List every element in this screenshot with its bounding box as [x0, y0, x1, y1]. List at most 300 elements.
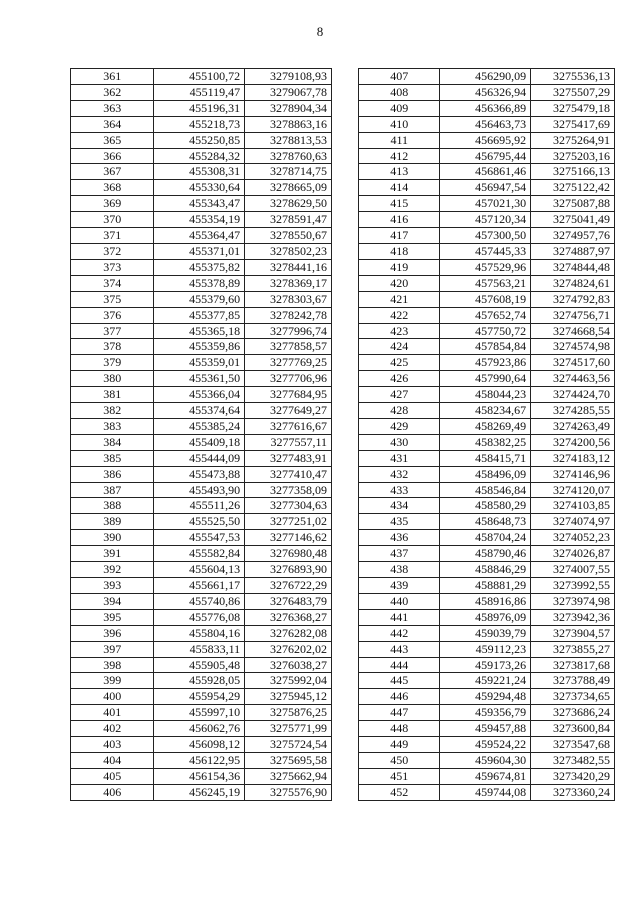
y-coordinate-cell: 3278904,34: [245, 100, 332, 116]
table-row: [71, 609, 332, 625]
table-row: [359, 593, 615, 609]
point-number-cell: 387: [71, 482, 154, 498]
x-coordinate-cell: 455250,85: [154, 132, 245, 148]
y-coordinate-cell: 3278665,09: [245, 180, 332, 196]
table-row: [359, 69, 615, 85]
table-row: [71, 641, 332, 657]
table-row: [359, 689, 615, 705]
x-coordinate-cell: 459173,26: [440, 657, 531, 673]
point-number-cell: 383: [71, 418, 154, 434]
table-row: [359, 243, 615, 259]
x-coordinate-cell: 455525,50: [154, 514, 245, 530]
point-number-cell: 375: [71, 291, 154, 307]
point-number-cell: 413: [359, 164, 440, 180]
y-coordinate-cell: 3274756,71: [531, 307, 615, 323]
point-number-cell: 435: [359, 514, 440, 530]
x-coordinate-cell: 458580,29: [440, 498, 531, 514]
x-coordinate-cell: 455359,86: [154, 339, 245, 355]
point-number-cell: 437: [359, 546, 440, 562]
y-coordinate-cell: 3275771,99: [245, 721, 332, 737]
point-number-cell: 398: [71, 657, 154, 673]
table-row: [71, 498, 332, 514]
point-number-cell: 447: [359, 705, 440, 721]
point-number-cell: 388: [71, 498, 154, 514]
x-coordinate-cell: 457854,84: [440, 339, 531, 355]
point-number-cell: 410: [359, 116, 440, 132]
x-coordinate-cell: 457563,21: [440, 275, 531, 291]
x-coordinate-cell: 456062,76: [154, 721, 245, 737]
x-coordinate-cell: 457990,64: [440, 371, 531, 387]
x-coordinate-cell: 455330,64: [154, 180, 245, 196]
x-coordinate-cell: 458976,09: [440, 609, 531, 625]
point-number-cell: 400: [71, 689, 154, 705]
table-row: [71, 403, 332, 419]
x-coordinate-cell: 459294,48: [440, 689, 531, 705]
y-coordinate-cell: 3277769,25: [245, 355, 332, 371]
x-coordinate-cell: 456861,46: [440, 164, 531, 180]
point-number-cell: 418: [359, 243, 440, 259]
point-number-cell: 361: [71, 69, 154, 85]
y-coordinate-cell: 3277616,67: [245, 418, 332, 434]
point-number-cell: 366: [71, 148, 154, 164]
x-coordinate-cell: 458648,73: [440, 514, 531, 530]
table-row: [359, 578, 615, 594]
y-coordinate-cell: 3274200,56: [531, 434, 615, 450]
table-row: [359, 466, 615, 482]
coordinates-table-right: [358, 68, 615, 801]
table-row: [359, 514, 615, 530]
table-row: [359, 259, 615, 275]
y-coordinate-cell: 3273686,24: [531, 705, 615, 721]
table-row: [71, 164, 332, 180]
y-coordinate-cell: 3277706,96: [245, 371, 332, 387]
x-coordinate-cell: 456366,89: [440, 100, 531, 116]
y-coordinate-cell: 3275507,29: [531, 84, 615, 100]
table-row: [71, 434, 332, 450]
table-row: [71, 721, 332, 737]
table-row: [359, 530, 615, 546]
x-coordinate-cell: 457529,96: [440, 259, 531, 275]
x-coordinate-cell: 455661,17: [154, 578, 245, 594]
x-coordinate-cell: 459039,79: [440, 625, 531, 641]
table-row: [359, 673, 615, 689]
y-coordinate-cell: 3273855,27: [531, 641, 615, 657]
table-row: [71, 387, 332, 403]
y-coordinate-cell: 3274844,48: [531, 259, 615, 275]
y-coordinate-cell: 3277358,09: [245, 482, 332, 498]
x-coordinate-cell: 455378,89: [154, 275, 245, 291]
point-number-cell: 423: [359, 323, 440, 339]
point-number-cell: 431: [359, 450, 440, 466]
y-coordinate-cell: 3275479,18: [531, 100, 615, 116]
table-row: [359, 100, 615, 116]
table-row: [71, 705, 332, 721]
y-coordinate-cell: 3273992,55: [531, 578, 615, 594]
point-number-cell: 390: [71, 530, 154, 546]
x-coordinate-cell: 457608,19: [440, 291, 531, 307]
y-coordinate-cell: 3278303,67: [245, 291, 332, 307]
point-number-cell: 381: [71, 387, 154, 403]
x-coordinate-cell: 457120,34: [440, 212, 531, 228]
x-coordinate-cell: 458496,09: [440, 466, 531, 482]
point-number-cell: 401: [71, 705, 154, 721]
x-coordinate-cell: 455377,85: [154, 307, 245, 323]
point-number-cell: 368: [71, 180, 154, 196]
point-number-cell: 426: [359, 371, 440, 387]
y-coordinate-cell: 3274285,55: [531, 403, 615, 419]
table-row: [71, 752, 332, 768]
y-coordinate-cell: 3273942,36: [531, 609, 615, 625]
point-number-cell: 377: [71, 323, 154, 339]
x-coordinate-cell: 455361,50: [154, 371, 245, 387]
table-row: [71, 84, 332, 100]
point-number-cell: 448: [359, 721, 440, 737]
table-row: [71, 148, 332, 164]
point-number-cell: 440: [359, 593, 440, 609]
point-number-cell: 362: [71, 84, 154, 100]
table-row: [359, 434, 615, 450]
table-row: [359, 562, 615, 578]
y-coordinate-cell: 3275264,91: [531, 132, 615, 148]
table-row: [359, 737, 615, 753]
y-coordinate-cell: 3275122,42: [531, 180, 615, 196]
point-number-cell: 406: [71, 784, 154, 800]
x-coordinate-cell: 456795,44: [440, 148, 531, 164]
point-number-cell: 451: [359, 768, 440, 784]
y-coordinate-cell: 3277304,63: [245, 498, 332, 514]
point-number-cell: 450: [359, 752, 440, 768]
table-row: [71, 228, 332, 244]
y-coordinate-cell: 3276722,29: [245, 578, 332, 594]
point-number-cell: 442: [359, 625, 440, 641]
point-number-cell: 370: [71, 212, 154, 228]
point-number-cell: 409: [359, 100, 440, 116]
table-row: [359, 339, 615, 355]
point-number-cell: 420: [359, 275, 440, 291]
table-row: [359, 387, 615, 403]
table-row: [359, 371, 615, 387]
point-number-cell: 411: [359, 132, 440, 148]
point-number-cell: 452: [359, 784, 440, 800]
y-coordinate-cell: 3274263,49: [531, 418, 615, 434]
table-row: [359, 323, 615, 339]
x-coordinate-cell: 459674,81: [440, 768, 531, 784]
y-coordinate-cell: 3278441,16: [245, 259, 332, 275]
x-coordinate-cell: 455371,01: [154, 243, 245, 259]
table-row: [359, 752, 615, 768]
x-coordinate-cell: 459457,88: [440, 721, 531, 737]
point-number-cell: 416: [359, 212, 440, 228]
y-coordinate-cell: 3276893,90: [245, 562, 332, 578]
point-number-cell: 415: [359, 196, 440, 212]
x-coordinate-cell: 457750,72: [440, 323, 531, 339]
table-row: [71, 355, 332, 371]
table-row: [359, 403, 615, 419]
table-row: [71, 323, 332, 339]
y-coordinate-cell: 3277684,95: [245, 387, 332, 403]
y-coordinate-cell: 3275087,88: [531, 196, 615, 212]
x-coordinate-cell: 455365,18: [154, 323, 245, 339]
y-coordinate-cell: 3275417,69: [531, 116, 615, 132]
y-coordinate-cell: 3278629,50: [245, 196, 332, 212]
y-coordinate-cell: 3276038,27: [245, 657, 332, 673]
y-coordinate-cell: 3277251,02: [245, 514, 332, 530]
x-coordinate-cell: 455364,47: [154, 228, 245, 244]
coordinates-table-left: [70, 68, 332, 801]
y-coordinate-cell: 3278760,63: [245, 148, 332, 164]
table-row: [359, 291, 615, 307]
x-coordinate-cell: 455409,18: [154, 434, 245, 450]
table-row: [71, 625, 332, 641]
y-coordinate-cell: 3275203,16: [531, 148, 615, 164]
point-number-cell: 378: [71, 339, 154, 355]
point-number-cell: 429: [359, 418, 440, 434]
point-number-cell: 385: [71, 450, 154, 466]
y-coordinate-cell: 3274463,56: [531, 371, 615, 387]
y-coordinate-cell: 3276202,02: [245, 641, 332, 657]
table-row: [71, 291, 332, 307]
x-coordinate-cell: 457445,33: [440, 243, 531, 259]
table-row: [71, 371, 332, 387]
x-coordinate-cell: 455366,04: [154, 387, 245, 403]
point-number-cell: 424: [359, 339, 440, 355]
x-coordinate-cell: 459221,24: [440, 673, 531, 689]
y-coordinate-cell: 3273547,68: [531, 737, 615, 753]
y-coordinate-cell: 3275041,49: [531, 212, 615, 228]
point-number-cell: 373: [71, 259, 154, 275]
x-coordinate-cell: 455100,72: [154, 69, 245, 85]
x-coordinate-cell: 455218,73: [154, 116, 245, 132]
x-coordinate-cell: 456947,54: [440, 180, 531, 196]
table-row: [71, 562, 332, 578]
point-number-cell: 445: [359, 673, 440, 689]
y-coordinate-cell: 3273360,24: [531, 784, 615, 800]
point-number-cell: 434: [359, 498, 440, 514]
point-number-cell: 364: [71, 116, 154, 132]
x-coordinate-cell: 455284,32: [154, 148, 245, 164]
y-coordinate-cell: 3275945,12: [245, 689, 332, 705]
y-coordinate-cell: 3277410,47: [245, 466, 332, 482]
x-coordinate-cell: 455833,11: [154, 641, 245, 657]
y-coordinate-cell: 3279067,78: [245, 84, 332, 100]
table-row: [359, 116, 615, 132]
x-coordinate-cell: 455444,09: [154, 450, 245, 466]
point-number-cell: 403: [71, 737, 154, 753]
y-coordinate-cell: 3275695,58: [245, 752, 332, 768]
x-coordinate-cell: 455804,16: [154, 625, 245, 641]
y-coordinate-cell: 3274074,97: [531, 514, 615, 530]
x-coordinate-cell: 455604,13: [154, 562, 245, 578]
point-number-cell: 407: [359, 69, 440, 85]
point-number-cell: 439: [359, 578, 440, 594]
y-coordinate-cell: 3273904,57: [531, 625, 615, 641]
table-row: [359, 148, 615, 164]
table-row: [359, 418, 615, 434]
table-row: [359, 546, 615, 562]
table-row: [359, 482, 615, 498]
table-row: [71, 307, 332, 323]
y-coordinate-cell: 3275992,04: [245, 673, 332, 689]
y-coordinate-cell: 3273817,68: [531, 657, 615, 673]
x-coordinate-cell: 458881,29: [440, 578, 531, 594]
point-number-cell: 404: [71, 752, 154, 768]
table-row: [71, 593, 332, 609]
point-number-cell: 386: [71, 466, 154, 482]
y-coordinate-cell: 3276282,08: [245, 625, 332, 641]
x-coordinate-cell: 455375,82: [154, 259, 245, 275]
x-coordinate-cell: 455379,60: [154, 291, 245, 307]
x-coordinate-cell: 455997,10: [154, 705, 245, 721]
x-coordinate-cell: 457652,74: [440, 307, 531, 323]
y-coordinate-cell: 3278714,75: [245, 164, 332, 180]
point-number-cell: 389: [71, 514, 154, 530]
y-coordinate-cell: 3278591,47: [245, 212, 332, 228]
table-row: [71, 466, 332, 482]
x-coordinate-cell: 457021,30: [440, 196, 531, 212]
point-number-cell: 436: [359, 530, 440, 546]
x-coordinate-cell: 455343,47: [154, 196, 245, 212]
y-coordinate-cell: 3278502,23: [245, 243, 332, 259]
x-coordinate-cell: 455119,47: [154, 84, 245, 100]
point-number-cell: 371: [71, 228, 154, 244]
x-coordinate-cell: 459604,30: [440, 752, 531, 768]
y-coordinate-cell: 3275166,13: [531, 164, 615, 180]
x-coordinate-cell: 455196,31: [154, 100, 245, 116]
x-coordinate-cell: 456245,19: [154, 784, 245, 800]
table-row: [359, 705, 615, 721]
y-coordinate-cell: 3274026,87: [531, 546, 615, 562]
point-number-cell: 391: [71, 546, 154, 562]
point-number-cell: 372: [71, 243, 154, 259]
y-coordinate-cell: 3273482,55: [531, 752, 615, 768]
x-coordinate-cell: 456326,94: [440, 84, 531, 100]
x-coordinate-cell: 458546,84: [440, 482, 531, 498]
table-row: [359, 228, 615, 244]
point-number-cell: 444: [359, 657, 440, 673]
x-coordinate-cell: 455905,48: [154, 657, 245, 673]
y-coordinate-cell: 3274517,60: [531, 355, 615, 371]
table-row: [71, 243, 332, 259]
y-coordinate-cell: 3273788,49: [531, 673, 615, 689]
point-number-cell: 405: [71, 768, 154, 784]
x-coordinate-cell: 456463,73: [440, 116, 531, 132]
point-number-cell: 414: [359, 180, 440, 196]
y-coordinate-cell: 3275724,54: [245, 737, 332, 753]
point-number-cell: 417: [359, 228, 440, 244]
point-number-cell: 399: [71, 673, 154, 689]
y-coordinate-cell: 3274007,55: [531, 562, 615, 578]
x-coordinate-cell: 455954,29: [154, 689, 245, 705]
x-coordinate-cell: 458415,71: [440, 450, 531, 466]
table-row: [359, 84, 615, 100]
table-row: [359, 180, 615, 196]
table-row: [359, 164, 615, 180]
x-coordinate-cell: 458846,29: [440, 562, 531, 578]
point-number-cell: 374: [71, 275, 154, 291]
table-row: [71, 784, 332, 800]
point-number-cell: 365: [71, 132, 154, 148]
table-row: [71, 689, 332, 705]
point-number-cell: 412: [359, 148, 440, 164]
x-coordinate-cell: 455582,84: [154, 546, 245, 562]
x-coordinate-cell: 455493,90: [154, 482, 245, 498]
x-coordinate-cell: 458269,49: [440, 418, 531, 434]
x-coordinate-cell: 459524,22: [440, 737, 531, 753]
point-number-cell: 369: [71, 196, 154, 212]
y-coordinate-cell: 3279108,93: [245, 69, 332, 85]
table-row: [71, 132, 332, 148]
table-row: [359, 721, 615, 737]
point-number-cell: 427: [359, 387, 440, 403]
x-coordinate-cell: 455308,31: [154, 164, 245, 180]
point-number-cell: 449: [359, 737, 440, 753]
point-number-cell: 394: [71, 593, 154, 609]
table-row: [359, 641, 615, 657]
x-coordinate-cell: 455547,53: [154, 530, 245, 546]
y-coordinate-cell: 3273420,29: [531, 768, 615, 784]
table-row: [359, 212, 615, 228]
x-coordinate-cell: 458234,67: [440, 403, 531, 419]
y-coordinate-cell: 3274146,96: [531, 466, 615, 482]
table-row: [71, 578, 332, 594]
y-coordinate-cell: 3274574,98: [531, 339, 615, 355]
y-coordinate-cell: 3273974,98: [531, 593, 615, 609]
y-coordinate-cell: 3278242,78: [245, 307, 332, 323]
table-row: [71, 116, 332, 132]
y-coordinate-cell: 3278813,53: [245, 132, 332, 148]
table-row: [71, 673, 332, 689]
table-row: [71, 100, 332, 116]
x-coordinate-cell: 459112,23: [440, 641, 531, 657]
x-coordinate-cell: 457923,86: [440, 355, 531, 371]
point-number-cell: 392: [71, 562, 154, 578]
x-coordinate-cell: 455359,01: [154, 355, 245, 371]
x-coordinate-cell: 456154,36: [154, 768, 245, 784]
table-row: [71, 768, 332, 784]
x-coordinate-cell: 459356,79: [440, 705, 531, 721]
y-coordinate-cell: 3278369,17: [245, 275, 332, 291]
y-coordinate-cell: 3275576,90: [245, 784, 332, 800]
x-coordinate-cell: 455473,88: [154, 466, 245, 482]
table-row: [71, 69, 332, 85]
x-coordinate-cell: 456290,09: [440, 69, 531, 85]
table-row: [359, 275, 615, 291]
y-coordinate-cell: 3273600,84: [531, 721, 615, 737]
table-row: [359, 784, 615, 800]
y-coordinate-cell: 3274957,76: [531, 228, 615, 244]
point-number-cell: 443: [359, 641, 440, 657]
x-coordinate-cell: 456098,12: [154, 737, 245, 753]
point-number-cell: 363: [71, 100, 154, 116]
page-number: 8: [316, 24, 324, 39]
y-coordinate-cell: 3277483,91: [245, 450, 332, 466]
x-coordinate-cell: 455374,64: [154, 403, 245, 419]
y-coordinate-cell: 3278550,67: [245, 228, 332, 244]
x-coordinate-cell: 456122,95: [154, 752, 245, 768]
table-row: [359, 196, 615, 212]
y-coordinate-cell: 3277557,11: [245, 434, 332, 450]
y-coordinate-cell: 3276483,79: [245, 593, 332, 609]
table-row: [71, 514, 332, 530]
y-coordinate-cell: 3274887,97: [531, 243, 615, 259]
point-number-cell: 425: [359, 355, 440, 371]
y-coordinate-cell: 3273734,65: [531, 689, 615, 705]
x-coordinate-cell: 458044,23: [440, 387, 531, 403]
y-coordinate-cell: 3274052,23: [531, 530, 615, 546]
y-coordinate-cell: 3274792,83: [531, 291, 615, 307]
point-number-cell: 376: [71, 307, 154, 323]
table-row: [359, 625, 615, 641]
